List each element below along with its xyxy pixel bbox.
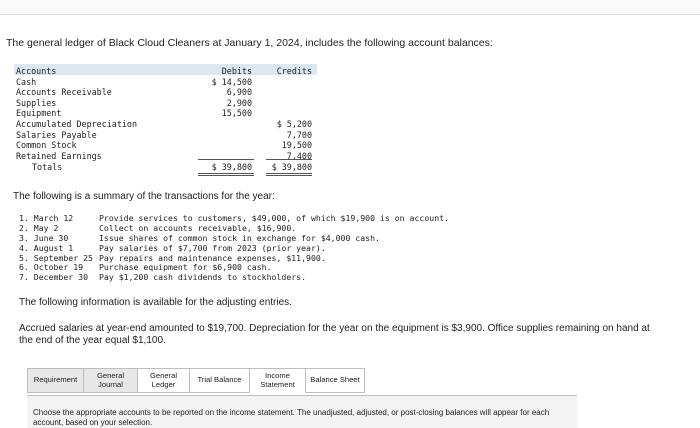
- transaction-text: Pay salaries of $7,700 from 2023 (prior year).: [99, 242, 326, 253]
- top-bar: [0, 0, 700, 15]
- debit-value: 2,900: [226, 97, 252, 108]
- credit-total: $ 39,800: [271, 162, 312, 172]
- tab-income-statement[interactable]: Income Statement: [249, 368, 305, 393]
- adjusting-heading: The following information is available for the adjusting entries.: [19, 297, 292, 308]
- credit-value: $ 5,200: [276, 118, 312, 129]
- credit-value: 7,700: [286, 129, 312, 140]
- adjusting-text: Accrued salaries at year-end amounted to $19,700. Depreciation for the year on the equipment is $3,900. Office supplies remaining on hand at the end of the year equal $1,100.: [19, 323, 650, 346]
- credits-header: Credits: [276, 66, 312, 76]
- account-names-column: [16, 66, 137, 161]
- account-name: Salaries Payable: [16, 129, 97, 140]
- transaction-date: 6. October 19: [19, 262, 84, 273]
- instruction-text: Choose the appropriate accounts to be reported on the income statement. The unadjusted, adjusted, or post-closing balances will appear for each account, based on your selection.: [33, 408, 550, 427]
- credit-double-rule-2: [266, 175, 312, 176]
- instruction-panel: [27, 395, 577, 428]
- account-name: Retained Earnings: [16, 150, 102, 161]
- transaction-text: Issue shares of common stock in exchange for $4,000 cash.: [99, 232, 380, 243]
- accounts-header: Accounts: [16, 66, 57, 76]
- debit-total-rule: [198, 159, 254, 160]
- credit-value: 7,400: [286, 150, 312, 161]
- summary-heading: The following is a summary of the transactions for the year:: [13, 191, 275, 202]
- debit-double-rule-2: [198, 175, 254, 176]
- transaction-date: 3. June 30: [19, 232, 69, 243]
- transaction-date: 1. March 12: [19, 213, 74, 223]
- transaction-text: Provide services to customers, $49,000, of which $19,900 is on account.: [99, 213, 449, 223]
- debits-header: Debits: [221, 66, 252, 76]
- account-name: Common Stock: [16, 140, 77, 151]
- debit-total: $ 39,800: [211, 162, 252, 172]
- account-name: Accounts Receivable: [16, 87, 112, 98]
- account-name: Supplies: [16, 97, 57, 108]
- transaction-date: 7. December 30: [19, 272, 89, 283]
- intro-text: The general ledger of Black Cloud Cleaners at January 1, 2024, includes the following account balances:: [6, 37, 493, 49]
- transaction-text: Pay $1,200 cash dividends to stockholders.: [99, 272, 307, 283]
- transaction-text: Collect on accounts receivable, $16,900.: [99, 222, 297, 233]
- tab-general-ledger[interactable]: General Ledger: [137, 368, 189, 393]
- requirement-tabs: [27, 368, 365, 395]
- debit-value: 15,500: [221, 108, 252, 119]
- credit-double-rule-1: [266, 173, 312, 174]
- tab-trial-balance[interactable]: Trial Balance: [189, 368, 249, 393]
- tab-general-journal[interactable]: General Journal: [83, 368, 137, 393]
- totals-label: Totals: [32, 162, 63, 172]
- transaction-date: 5. September 25: [19, 252, 93, 263]
- transaction-date: 4. August 1: [19, 242, 74, 253]
- debit-double-rule-1: [198, 173, 254, 174]
- account-name: Accumulated Depreciation: [16, 118, 138, 129]
- debit-value: 6,900: [226, 87, 252, 98]
- tab-balance-sheet[interactable]: Balance Sheet: [305, 368, 365, 393]
- credit-total-rule: [266, 159, 312, 160]
- transaction-text: Purchase equipment for $6,900 cash.: [99, 262, 272, 273]
- account-name: Equipment: [16, 108, 62, 119]
- credits-column: [260, 66, 312, 161]
- debits-column: [190, 66, 252, 119]
- credit-value: 19,500: [281, 140, 312, 151]
- account-name: Cash: [16, 76, 37, 87]
- tab-requirement[interactable]: Requirement: [27, 368, 83, 393]
- transaction-text: Pay repairs and maintenance expenses, $11,900.: [99, 252, 326, 263]
- debit-value: $ 14,500: [211, 76, 252, 87]
- transaction-date: 2. May 2: [19, 222, 59, 233]
- ledger-table: [14, 64, 317, 174]
